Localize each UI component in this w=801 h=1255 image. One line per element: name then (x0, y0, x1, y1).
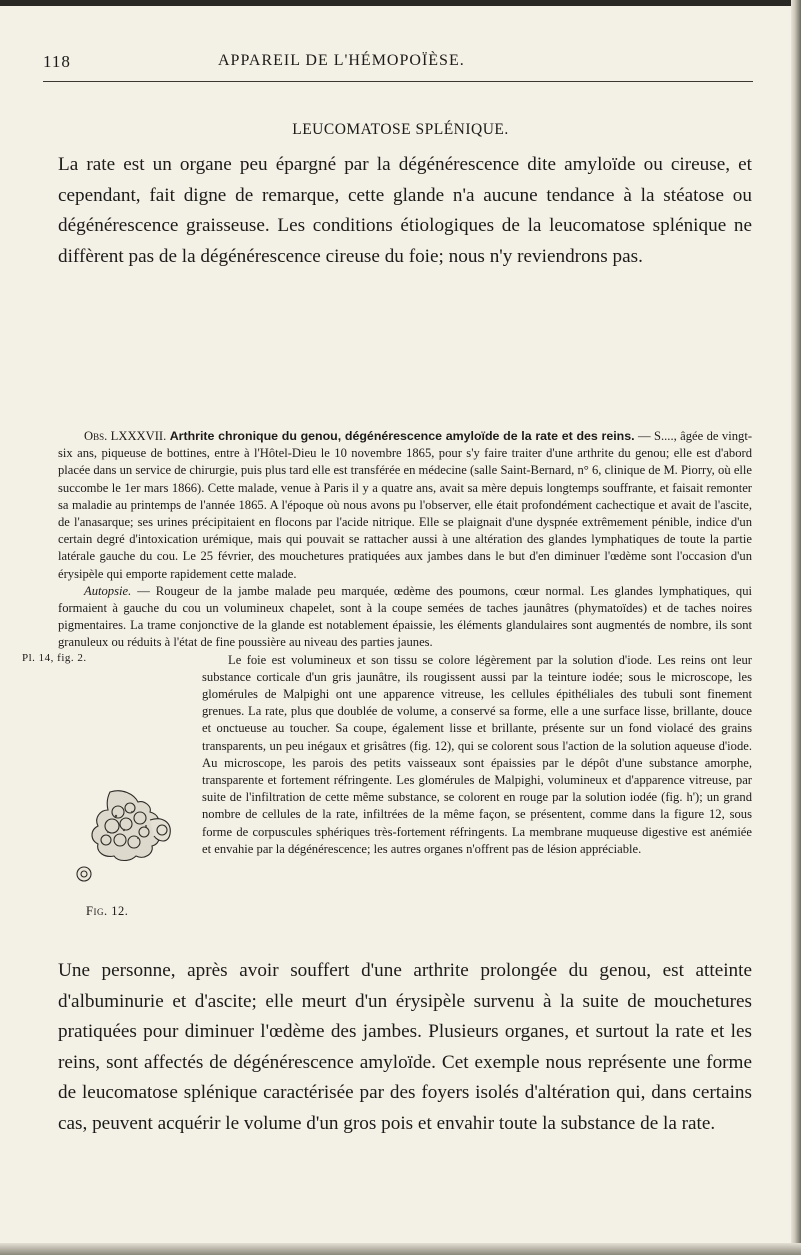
observation-heading: Arthrite chronique du genou, dégénérescence amyloïde de la rate et des reins. (169, 429, 635, 443)
header-rule (43, 81, 753, 82)
observation-paragraph-3 (58, 652, 752, 918)
page-edge-top (0, 0, 801, 6)
running-head (43, 52, 743, 76)
intro-paragraph (58, 150, 752, 272)
plate-reference: Pl. 14, fig. 2. (22, 652, 87, 664)
figure-12 (58, 782, 192, 922)
figure-caption: Fig. 12. (86, 903, 129, 918)
observation-body-1: — S...., âgée de vingt-six ans, piqueuse de bottines, entre à l'Hôtel-Dieu le 10 novembre 1865, pour s'y faire traiter d'une arthrite du genou; elle est d'abord placée dans un service de chirurgie, puis plus tard elle est transférée en médecine (salle Saint-Bernard, n° 6, clinique de M. Piorry, où elle succombe le 1er mars 1866). Cette malade, venue à Paris il y a quatre ans, avait sa mère depuis longtemps souffrante, et faisait remonter sa maladie au printemps de l'année 1865. A l'époque où nous avons pu l'observer, elle était profondément cachectique et avait de l'ascite, de l'anasarque; ses urines précipitaient en flocons par l'acide nitrique. Elle se plaignait d'une dyspnée extrêmement pénible, indice d'un certain degré d'intoxication urémique, mais qui pouvait se rattacher aussi à une altération des glandes lymphatiques de toute la partie latérale gauche du cou. Le 25 février, des mouchetures pratiquées aux jambes dans le but d'en diminuer l'œdème sont l'occasion d'un érysipèle qui emporte rapidement cette malade. (58, 429, 753, 581)
page-edge-right (791, 0, 801, 1255)
observation-label: Obs. LXXXVII. (84, 429, 167, 443)
closing-text: Une personne, après avoir souffert d'une arthrite prolongée du genou, est atteinte d'albuminurie et d'ascite; elle meurt d'un érysipèle survenu à la suite de mouchetures pratiquées pour diminuer l'œdème des jambes. Plusieurs organes, et surtout la rate et les reins, sont affectés de dégénérescence amyloïde. Cet exemple nous représente une forme de leucomatose splénique caractérisée par des foyers isolés d'altération qui, dans certains cas, peuvent acquérir le volume d'un gros pois et envahir toute la substance de la rate. (58, 960, 752, 1134)
page-edge-bottom (0, 1243, 801, 1255)
observation-block (58, 428, 752, 922)
closing-paragraph (58, 956, 752, 1139)
autopsy-label: Autopsie. (84, 583, 132, 598)
page-number: 118 (43, 52, 71, 71)
spleen-section-illustration (58, 782, 192, 902)
observation-body-2: — Rougeur de la jambe malade peu marquée, œdème des poumons, cœur normal. Les glandes lymphatiques, qui formaient à gauche du cou un volumineux chapelet, sont à la coupe semées de taches jaunâtres (phymatoïdes) et de taches noires pigmentaires. La trame conjonctive de la glande est notablement épaissie, les éléments glandulaires sont augmentés de nombre, ils sont granuleux ou réduits à l'état de fine poussière au niveau des parties jaunes. (58, 583, 752, 650)
observation-body-3: Le foie est volumineux et son tissu se colore légèrement par la solution d'iode. Les reins ont leur substance corticale d'un gris jaunâtre, ils rougissent aussi par la teinture iodée; sous le microscope, les glomérules de Malpighi ont une apparence vitreuse, les cellules épithéliales des tubuli sont finement grenues. La rate, plus que doublée de volume, a conservé sa forme, elle a une surface lisse, brillante, douce et onctueuse au toucher. Sa coupe, également lisse et brillante, présente sur un fond violacé des grains transparents, un peu inégaux et grisâtres (fig. 12), qui se colorent sous l'action de la solution aqueuse d'iode. Au microscope, les parois des petits vaisseaux sont épaissies par le dépôt d'une substance amorphe, transparente et fortement réfringente. Les glomérules de Malpighi, volumineux et d'apparence vitreuse, par suite de l'infiltration de cette même substance, se colorent en rouge par la solution iodée (fig. h'); un grand nombre de cellules de la rate, infiltrées de la même façon, se présentent, comme dans la figure 12, sous forme de corpuscules sphériques très-fortement réfringents. La membrane muqueuse digestive est anémiée et envahie par la dégénérescence; les autres organes n'offrent pas de lésion appréciable. (202, 652, 752, 856)
observation-paragraph-2 (58, 583, 752, 652)
intro-text: La rate est un organe peu épargné par la dégénérescence dite amyloïde ou cireuse, et cependant, fait digne de remarque, cette glande n'a aucune tendance à la stéatose ou dégénérescence graisseuse. Les conditions étiologiques de la leucomatose splénique ne diffèrent pas de la dégénérescence cireuse du foie; nous n'y reviendrons pas. (58, 154, 752, 267)
running-title: APPAREIL DE L'HÉMOPOÏÈSE. (218, 52, 465, 69)
section-title: LEUCOMATOSE SPLÉNIQUE. (292, 121, 509, 138)
observation-paragraph-1 (58, 428, 752, 583)
